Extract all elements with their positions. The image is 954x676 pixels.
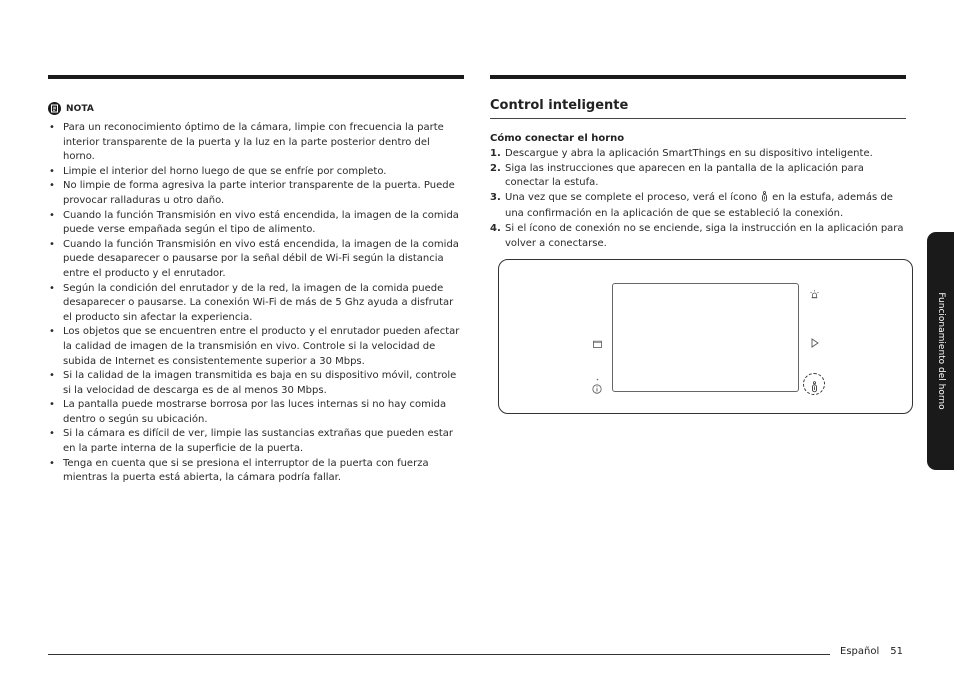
note-header [48, 102, 464, 115]
step-text: Una vez que se complete el proceso, verá el ícono [505, 191, 758, 203]
note-list [48, 121, 464, 486]
step-item [490, 191, 906, 222]
list-item-text: Si la calidad de la imagen transmitida es baja en su dispositivo móvil, controle si la velocidad de descarga es de al menos 30 Mbps. [63, 370, 457, 396]
list-item: • Tenga en cuenta que si se presiona el interruptor de la puerta con fuerza mientras la puerta está abierta, la cámara podría fallar. [49, 457, 429, 484]
list-item-text: Limpie el interior del horno luego de que se enfríe por completo. [63, 165, 387, 177]
step-item [490, 162, 906, 191]
camera-icon [593, 333, 602, 352]
light-icon [809, 286, 820, 305]
list-item: • La pantalla puede mostrarse borrosa por las luces internas si no hay comida dentro o según su ubicación. [49, 399, 447, 425]
steps-list [490, 147, 906, 251]
list-item-text: No limpie de forma agresiva la parte interior transparente de la puerta. Puede provocar ralladuras u otro daño. [63, 180, 455, 206]
info-icon [592, 379, 602, 398]
chapter-side-tab [927, 232, 954, 470]
step-text: Si el ícono de conexión no se enciende, siga la instrucción en la aplicación para volver a conectarse. [505, 222, 904, 249]
oven-control-panel-illustration [498, 259, 913, 414]
note-section [48, 102, 464, 486]
list-item-text: Si la cámara es difícil de ver, limpie las sustancias extrañas que pueden estar en la parte interna de la superficie de la puerta. [63, 428, 454, 455]
list-item: • Limpie el interior del horno luego de que se enfríe por completo. [49, 165, 387, 177]
step-item [490, 222, 906, 251]
footer [840, 646, 903, 657]
note-label: NOTA [66, 103, 94, 114]
list-item-text: La pantalla puede mostrarse borrosa por las luces internas si no hay comida dentro o según su ubicación. [63, 399, 447, 425]
list-item-text: Los objetos que se encuentren entre el producto y el enrutador pueden afectar la calidad de imagen de la transmisión en vivo. Controle si la velocidad de subida de Internet es consistentemente superior a 30 Mbps. [63, 326, 460, 367]
top-rule-right [490, 75, 906, 79]
play-icon [811, 333, 819, 352]
subheading: Cómo conectar el horno [490, 133, 625, 144]
list-item: • Para un reconocimiento óptimo de la cámara, limpie con frecuencia la parte interior transparente de la puerta y la luz en la parte posterior dentro del horno. [49, 122, 444, 163]
step-text: Siga las instrucciones que aparecen en la pantalla de la aplicación para conectar la estufa. [505, 162, 864, 189]
list-item-text: Tenga en cuenta que si se presiona el interruptor de la puerta con fuerza mientras la puerta está abierta, la cámara podría fallar. [63, 457, 429, 484]
list-item-text: Cuando la función Transmisión en vivo está encendida, la imagen de la comida puede desaparecer o pausarse por la señal débil de Wi-Fi según la distancia entre el producto y el enrutador. [63, 238, 459, 279]
list-item: • Si la calidad de la imagen transmitida es baja en su dispositivo móvil, controle si la velocidad de descarga es de al menos 30 Mbps. [49, 370, 457, 396]
list-item: • Los objetos que se encuentren entre el producto y el enrutador pueden afectar la calidad de imagen de la transmisión en vivo. Controle si la velocidad de subida de Internet es consistentemente superior a 30 Mbps. [49, 326, 460, 367]
step-text: Descargue y abra la aplicación SmartThings en su dispositivo inteligente. [505, 148, 873, 159]
step-item [490, 147, 906, 162]
chapter-label: Funcionamiento del horno [935, 292, 946, 410]
smart-control-section [490, 98, 906, 251]
top-rule-left [48, 75, 464, 79]
list-item: • Si la cámara es difícil de ver, limpie las sustancias extrañas que pueden estar en la parte interna de la superficie de la puerta. [49, 428, 454, 455]
step-number: 1. [490, 148, 501, 159]
list-item-text: Para un reconocimiento óptimo de la cámara, limpie con frecuencia la parte interior transparente de la puerta y la luz en la parte posterior dentro del horno. [63, 122, 444, 163]
smartthings-connection-icon [760, 191, 769, 208]
oven-display [612, 283, 799, 392]
page-number: 51 [890, 646, 903, 657]
step-number: 2. [490, 162, 501, 174]
step-number: 4. [490, 222, 501, 234]
list-item: • Según la condición del enrutador y de la red, la imagen de la comida puede desaparecer o pausarse. La conexión Wi-Fi de más de 5 Ghz ayuda a disfrutar el producto sin afectar la experiencia. [49, 282, 454, 323]
footer-rule [48, 654, 830, 655]
connection-icon [810, 378, 819, 397]
footer-language: Español [840, 646, 880, 657]
note-icon [48, 102, 61, 115]
section-title: Control inteligente [490, 98, 906, 119]
step-text: en la estufa, además de una confirmación en la aplicación de que se estableció la conexión. [505, 191, 893, 220]
list-item: • Cuando la función Transmisión en vivo está encendida, la imagen de la comida puede desaparecer o pausarse por la señal débil de Wi-Fi según la distancia entre el producto y el enrutador. [49, 238, 459, 279]
list-item: • No limpie de forma agresiva la parte interior transparente de la puerta. Puede provocar ralladuras u otro daño. [49, 180, 455, 206]
step-number: 3. [490, 191, 501, 203]
list-item: • Cuando la función Transmisión en vivo está encendida, la imagen de la comida puede verse empañada según el tipo de alimento. [49, 209, 459, 236]
list-item-text: Según la condición del enrutador y de la red, la imagen de la comida puede desaparecer o pausarse. La conexión Wi-Fi de más de 5 Ghz ayuda a disfrutar el producto sin afectar la experiencia. [63, 282, 454, 323]
list-item-text: Cuando la función Transmisión en vivo está encendida, la imagen de la comida puede verse empañada según el tipo de alimento. [63, 209, 459, 236]
